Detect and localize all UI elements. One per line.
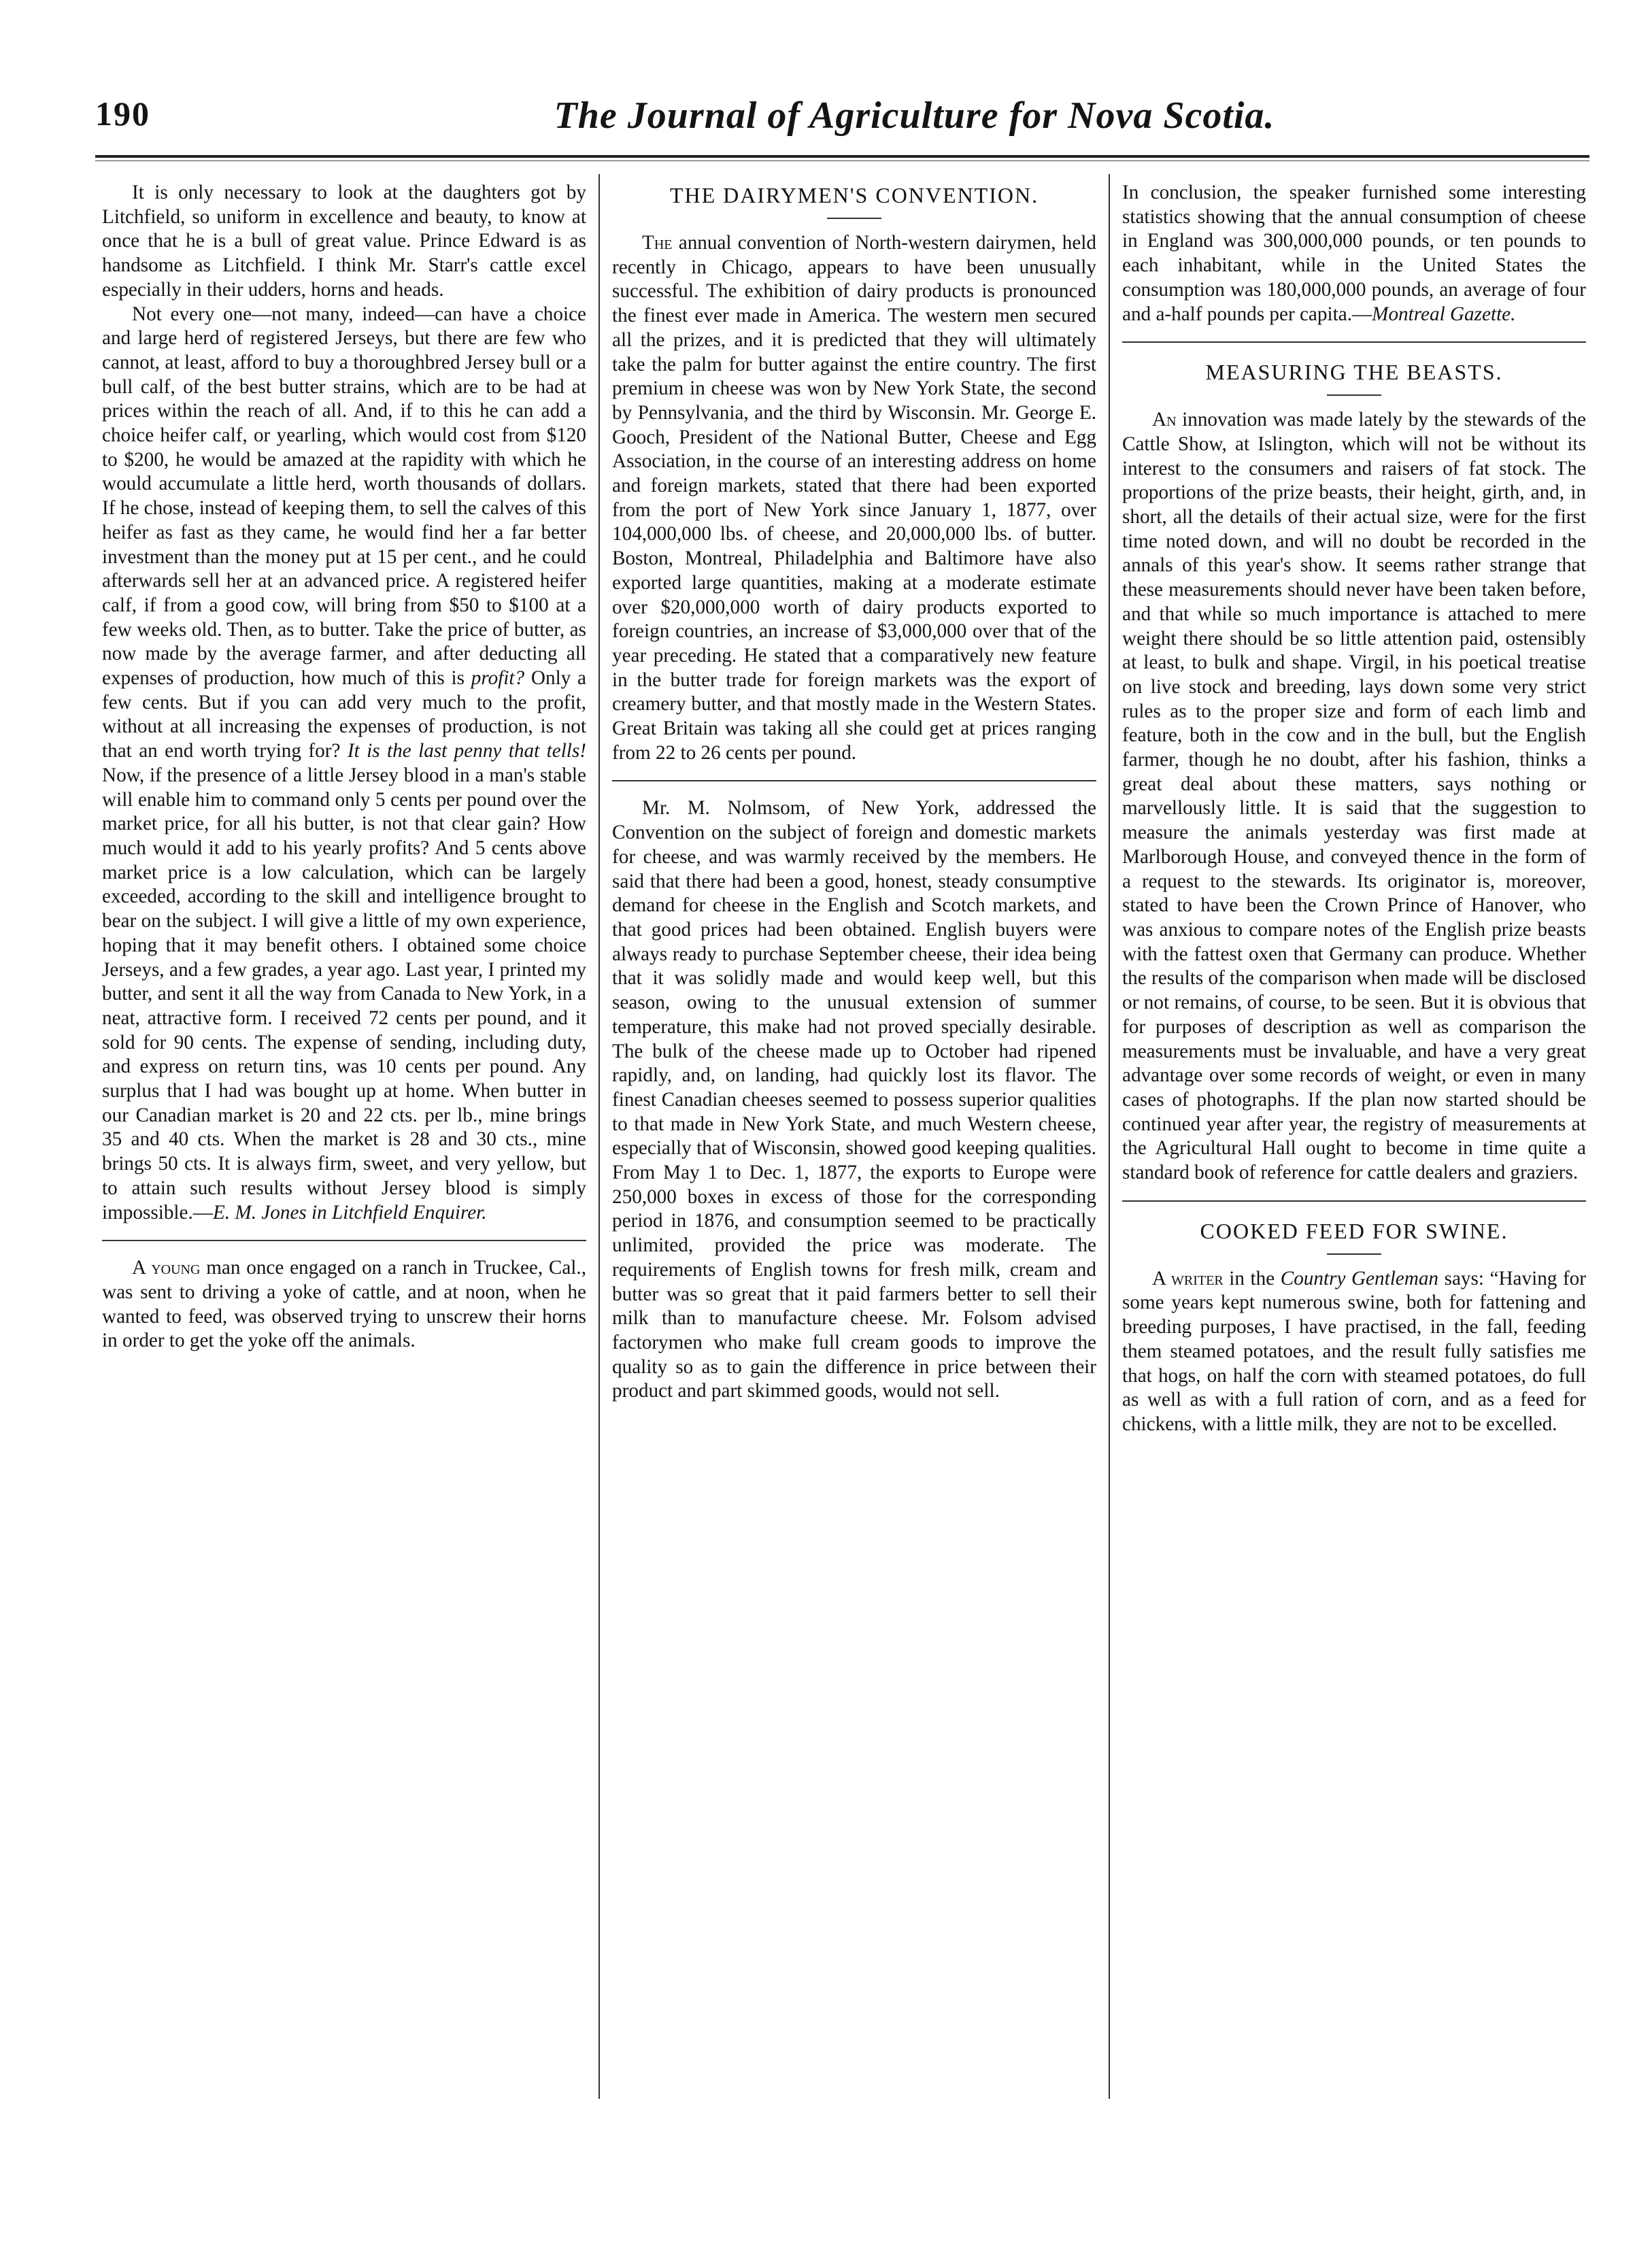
col1-paragraph-1: It is only necessary to look at the daughters got by Litchfield, so uniform in excellence and beauty, to know at once that he is a bull of great value. Prince Edward is as handsome as Litchfield. I think Mr. Starr's cattle excel especially in their udders, horns and heads.: [102, 182, 586, 301]
col2-paragraph-1: [612, 231, 1096, 765]
col3-p2-mid: in the: [1229, 1267, 1275, 1289]
heading-rule: [1327, 394, 1381, 396]
col3-p1-lead: An: [1152, 409, 1177, 431]
header-rule: [95, 155, 1589, 158]
col2-separator: [612, 780, 1096, 781]
col3-separator-2: [1122, 1200, 1586, 1202]
col1-p2-text: Not every one—not many, indeed—can have a choice and large herd of registered Jerseys, but there are few who cannot, at least, afford to buy a thoroughbred Jersey bull or a bull calf, of the best butter strains, which are to be had at prices within the reach of all. And, if to this he can add a choice heifer calf, or yearling, which would cost from $120 to $200, he would be amazed at the rapidity with which he would accumulate a little herd, worth thousands of dollars. If he chose, instead of keeping them, to sell the calves of this heifer as fast as they came, he would find her a far better investment than the money put at 15 per cent., and he could afterwards sell her at an advanced price. A registered heifer calf, if from a good cow, will bring from $50 to $100 at a few weeks old. Then, as to butter. Take the price of butter, as now made by the average farmer, and after deducting all expenses of production, how much of this is: [102, 303, 586, 690]
col3-paragraph-0: [1122, 181, 1586, 326]
col3-separator-1: [1122, 341, 1586, 343]
col1-p2-profit: profit?: [471, 667, 525, 690]
page-number: 190: [95, 95, 150, 133]
col1-paragraph-3: [102, 1256, 586, 1353]
column-3: [1122, 181, 1586, 1437]
col2-p1-lead: The: [642, 232, 673, 254]
heading-rule: [827, 218, 881, 219]
column-1: [102, 181, 586, 1353]
col3-p1-text: innovation was made lately by the stewards of the Cattle Show, at Islington, which will not be without its interest to the consumers and raisers of fat stock. The proportions of the prize beasts, their height, girth, and, in short, all the details of their actual size, were for the first time noted down, and will no doubt be recorded in the annals of this year's show. It seems rather strange that these measurements should never have been taken before, and that while so much importance is attached to mere weight there should be so little attention paid, ostensibly at least, to bulk and shape. Virgil, in his poetical treatise on live stock and breeding, lays down some very strict rules as to the proper size and form of each limb and feature, both in the cow and in the bull, but the English farmer, though he no doubt, after his fashion, thinks a great deal about these matters, says nothing or marvellously little. It is said that the suggestion to measure the animals yesterday was first made at Marlborough House, and conveyed thence in the form of a request to the stewards. Its originator is, moreover, stated to have been the Crown Prince of Hanover, who was anxious to compare notes of the English prize beasts with the fattest oxen that Germany can produce. Whether the results of the comparison when made will be disclosed or not remains, of course, to be seen. But it is obvious that for purposes of description as well as comparison the measurements must be invaluable, and have a very great advantage over some records of weight, or even in many cases of photographs. If the plan now started should be continued year after year, the registry of measurements at the Agricultural Hall ought to become in time quite a standard book of reference for cattle dealers and graziers.: [1122, 409, 1587, 1184]
heading-dairymens-convention: THE DAIRYMEN'S CONVENTION.: [669, 183, 1039, 207]
column-divider-1: [599, 174, 600, 2099]
heading-cooked-feed-for-swine: COOKED FEED FOR SWINE.: [1200, 1218, 1508, 1243]
col1-p2b-text: Only a few cents. But if you can add very much to the profit, without at all increasing the expenses of production, is not that an end worth trying for?: [102, 667, 586, 762]
journal-title: The Journal of Agriculture for Nova Scotia.: [554, 95, 1275, 137]
col1-p3-lead: A young: [132, 1257, 201, 1279]
col3-p2-source: Country Gentleman: [1280, 1267, 1439, 1289]
col2-p1-text: annual convention of North-western dairymen, held recently in Chicago, appears to have been unusually successful. The exhibition of dairy products is pronounced the finest ever made in America. The western men secured all the prizes, and it is predicted that they will ultimately take the palm for butter against the entire country. The first premium in cheese was won by New York State, the second by Pennsylvania, and the third by Wisconsin. Mr. George E. Gooch, President of the National Butter, Cheese and Egg Association, in the course of an interesting address on home and foreign markets, stated that there had been exported from the port of New York since January 1, 1877, over 104,000,000 lbs. of cheese, and 20,000,000 lbs. of butter. Boston, Montreal, Philadelphia and Baltimore have also exported large quantities, making at a moderate estimate over $20,000,000 worth of dairy products exported to foreign countries, an increase of $3,000,000 over that of the year preceding. He stated that a comparatively new feature in the butter trade for foreign markets was the export of creamery butter, and that mostly made in the Western States. Great Britain was taking all she could get at prices ranging from 22 to 26 cents per pound.: [612, 232, 1096, 764]
col1-paragraph-2: [102, 303, 586, 1226]
col2-paragraph-2: Mr. M. Nolmsom, of New York, addressed the Convention on the subject of foreign and domestic markets for cheese, and was warmly received by the members. He said that there had been a good, honest, steady consumptive demand for cheese in the English and Scotch markets, and that good prices had been obtained. English buyers were always ready to purchase September cheese, their idea being that it was solidly made and would keep well, but this season, owing to the unusual extension of summer temperature, this make had not proved specially desirable. The bulk of the cheese made up to October had ripened rapidly, and, on landing, had quickly lost its flavor. The finest Canadian cheeses seemed to possess superior qualities to that made in New York State, and much Western cheese, especially that of Wisconsin, showed good keeping qualities. From May 1 to Dec. 1, 1877, the exports to Europe were 250,000 boxes in excess of those for the corresponding period in 1876, and consumption seemed to be practically unlimited, provided the price was moderate. The requirements of English towns for fresh milk, cream and butter was so great that it paid farmers better to sell their milk than to manufacture cheese. Mr. Folsom advised factorymen who make full cream goods to improve the quality so as to gain the difference in price between their product and part skimmed goods, would not sell.: [612, 797, 1096, 1402]
col3-paragraph-1: [1122, 408, 1586, 1185]
col3-p0-text: In conclusion, the speaker furnished some interesting statistics showing that the annual consumption of cheese in England was 300,000,000 pounds, or ten pounds to each inhabitant, while in the United States the consumption was 180,000,000 pounds, an average of four and a-half pounds per capita.—: [1122, 182, 1586, 325]
col3-paragraph-2: [1122, 1267, 1586, 1437]
col1-separator: [102, 1240, 586, 1241]
col1-p2-emphasis: It is the last penny that tells!: [347, 740, 586, 762]
col1-p3-text: man once engaged on a ranch in Truckee, Cal., was sent to driving a yoke of cattle, and at noon, when he wanted to feed, was observed trying to unscrew their horns in order to get the yoke off the animals.: [102, 1257, 587, 1352]
heading-rule: [1327, 1253, 1381, 1255]
col3-p2-text: says: “Having for some years kept numerous swine, both for fattening and breeding purposes, I have practised, in the fall, feeding them steamed potatoes, and the result fully satisfies me that hogs, on half the corn with steamed potatoes, do full as well as with a full ration of corn, and as a feed for chickens, with a little milk, they are not to be excelled.: [1122, 1267, 1586, 1435]
col1-attribution: E. M. Jones in Litchfield Enquirer.: [212, 1201, 487, 1223]
heading-measuring-the-beasts: MEASURING THE BEASTS.: [1205, 360, 1503, 385]
col1-p2c-text: Now, if the presence of a little Jersey blood in a man's stable will enable him to command only 5 cents per pound over the market price, for all his butter, is not that clear gain? How much would it add to his yearly profits? And 5 cents above market price is a low calculation, which can be largely exceeded, according to the skill and intelligence brought to bear on the subject. I will give a little of my own experience, hoping that it may benefit others. I obtained some choice Jerseys, and a few grades, a year ago. Last year, I printed my butter, and sent it all the way from Canada to New York, in a neat, attractive form. I received 72 cents per pound, and it sold for 90 cents. The expense of sending, including duty, and express on return tins, was 10 cents per pound. Any surplus that I had was bought up at home. When butter in our Canadian market is 20 and 22 cts. per lb., mine brings 35 and 40 cts. When the market is 28 and 30 cts., mine brings 50 cts. It is always firm, sweet, and very yellow, but to attain such results without Jersey blood is simply impossible.—: [102, 764, 586, 1223]
col3-p2-lead: A writer: [1152, 1267, 1224, 1289]
column-2: [612, 181, 1096, 1404]
column-divider-2: [1109, 174, 1110, 2099]
col3-attribution: Montreal Gazette.: [1372, 303, 1516, 325]
